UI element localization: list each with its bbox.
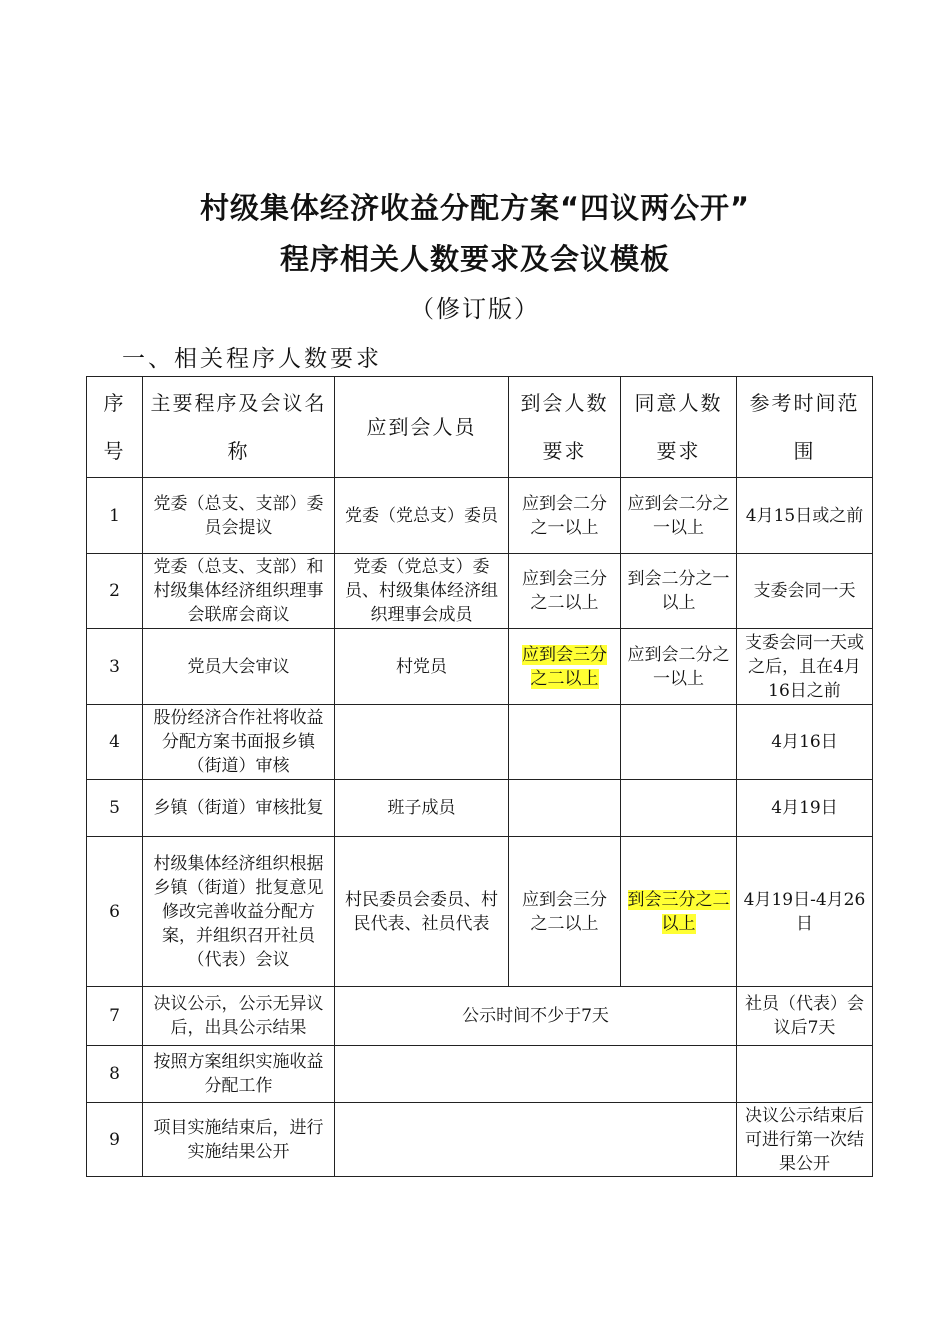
title-line-1: 村级集体经济收益分配方案“四议两公开”	[199, 191, 751, 225]
cell-attendees: 班子成员	[335, 780, 509, 837]
cell-merged-note	[335, 1103, 737, 1177]
cell-seq: 7	[87, 987, 143, 1046]
table-row	[87, 705, 873, 780]
cell-time: 4月19日-4月26日	[737, 837, 873, 987]
cell-seq: 2	[87, 554, 143, 629]
cell-seq: 3	[87, 629, 143, 705]
cell-procedure: 股份经济合作社将收益分配方案书面报乡镇（街道）审核	[143, 705, 335, 780]
table-row	[87, 629, 873, 705]
cell-attendees: 党委（党总支）委员	[335, 478, 509, 554]
header-seq: 序号	[87, 377, 143, 478]
requirements-table	[86, 376, 873, 1177]
header-agree-req: 同意人数要求	[621, 377, 737, 478]
cell-attend-req	[509, 629, 621, 705]
cell-procedure: 党委（总支、支部）委员会提议	[143, 478, 335, 554]
cell-time: 社员（代表）会议后7天	[737, 987, 873, 1046]
cell-time: 决议公示结束后可进行第一次结果公开	[737, 1103, 873, 1177]
highlighted-text: 应到会三分之二以上	[522, 644, 607, 689]
cell-seq: 8	[87, 1046, 143, 1103]
cell-merged-note	[335, 1046, 737, 1103]
cell-time	[737, 1046, 873, 1103]
subtitle: （修订版）	[410, 295, 540, 323]
cell-attendees: 村民委员会委员、村民代表、社员代表	[335, 837, 509, 987]
cell-seq: 6	[87, 837, 143, 987]
header-attendees: 应到会人员	[335, 377, 509, 478]
cell-agree-req: 到会二分之一以上	[621, 554, 737, 629]
cell-time: 4月19日	[737, 780, 873, 837]
cell-procedure: 村级集体经济组织根据乡镇（街道）批复意见修改完善收益分配方案，并组织召开社员（代表）会议	[143, 837, 335, 987]
section-heading: 一、相关程序人数要求	[122, 346, 382, 372]
table-row	[87, 837, 873, 987]
header-procedure: 主要程序及会议名称	[143, 377, 335, 478]
cell-attendees: 党委（党总支）委员、村级集体经济组织理事会成员	[335, 554, 509, 629]
table-row	[87, 554, 873, 629]
cell-time: 4月15日或之前	[737, 478, 873, 554]
cell-seq: 1	[87, 478, 143, 554]
cell-attendees: 村党员	[335, 629, 509, 705]
table-row	[87, 1046, 873, 1103]
cell-procedure: 党委（总支、支部）和村级集体经济组织理事会联席会商议	[143, 554, 335, 629]
header-attend-req: 到会人数要求	[509, 377, 621, 478]
cell-attend-req	[509, 705, 621, 780]
cell-agree-req	[621, 837, 737, 987]
highlighted-text: 到会三分之二以上	[627, 889, 730, 934]
table-row	[87, 478, 873, 554]
cell-time: 4月16日	[737, 705, 873, 780]
cell-agree-req: 应到会二分之一以上	[621, 478, 737, 554]
cell-time: 支委会同一天	[737, 554, 873, 629]
cell-seq: 9	[87, 1103, 143, 1177]
cell-merged-note: 公示时间不少于7天	[335, 987, 737, 1046]
cell-attend-req	[509, 780, 621, 837]
title-line-2: 程序相关人数要求及会议模板	[279, 242, 670, 276]
cell-agree-req	[621, 780, 737, 837]
table-row	[87, 987, 873, 1046]
cell-procedure: 项目实施结束后，进行实施结果公开	[143, 1103, 335, 1177]
cell-agree-req: 应到会二分之一以上	[621, 629, 737, 705]
cell-attend-req: 应到会三分之二以上	[509, 837, 621, 987]
cell-seq: 5	[87, 780, 143, 837]
table-row	[87, 780, 873, 837]
cell-seq: 4	[87, 705, 143, 780]
table-row	[87, 1103, 873, 1177]
cell-procedure: 乡镇（街道）审核批复	[143, 780, 335, 837]
cell-time: 支委会同一天或之后，且在4月16日之前	[737, 629, 873, 705]
cell-attend-req: 应到会二分之一以上	[509, 478, 621, 554]
cell-agree-req	[621, 705, 737, 780]
cell-procedure: 党员大会审议	[143, 629, 335, 705]
table-header-row	[87, 377, 873, 478]
cell-procedure: 决议公示，公示无异议后，出具公示结果	[143, 987, 335, 1046]
cell-attend-req: 应到会三分之二以上	[509, 554, 621, 629]
cell-attendees	[335, 705, 509, 780]
header-time: 参考时间范围	[737, 377, 873, 478]
cell-procedure: 按照方案组织实施收益分配工作	[143, 1046, 335, 1103]
